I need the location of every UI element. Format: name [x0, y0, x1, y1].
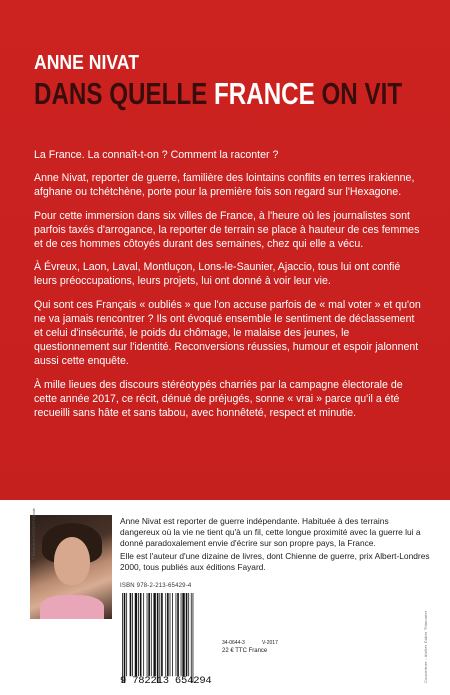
bottom-panel — [0, 500, 450, 695]
barcode-bar — [153, 593, 155, 676]
barcode-bar — [181, 593, 182, 676]
bio-paragraph: Elle est l'auteur d'une dizaine de livres, dont Chienne de guerre, prix Albert-Londres 2000, tous publiés aux éditions Fayard. — [120, 551, 430, 572]
blurb-paragraph: À Évreux, Laon, Laval, Montluçon, Lons-le-Saunier, Ajaccio, tous lui ont confié leurs préoccupations, leurs projets, lui ont donné à voir leur vie. — [34, 261, 401, 288]
barcode-bar — [140, 593, 142, 676]
bio-paragraph: Anne Nivat est reporter de guerre indépendante. Habituée à des terrains dangereux où la vie ne tient qu'à un fil, cette longue proximité avec la guerre lui a donné paradoxalement envie d'écrire sur son propre pays, la France. — [120, 516, 421, 548]
barcode-bar — [147, 593, 148, 676]
photo-shirt — [40, 595, 104, 619]
title-part-1: DANS QUELLE — [34, 76, 215, 111]
title-part-2: FRANCE — [214, 76, 315, 111]
barcode-bar — [126, 593, 127, 676]
barcode-bar — [172, 593, 173, 676]
barcode-bar — [159, 593, 160, 683]
barcode-bar — [157, 593, 159, 683]
blurb-paragraph: Anne Nivat, reporter de guerre, familière des lointains conflits en terres irakienne, afghane ou tchétchène, porte pour la première fois son regard sur l'Hexagone. — [34, 172, 415, 199]
isbn: ISBN 978-2-213-65429-4 — [120, 583, 192, 589]
barcode-bar — [130, 593, 132, 676]
barcode-number: 9 782213 654294 — [120, 675, 212, 687]
barcode — [120, 593, 216, 683]
barcode-bar — [143, 593, 144, 676]
photo-credit: © Bénédicte ROSCOT/Opale — [31, 508, 36, 560]
barcode-bar — [167, 593, 169, 676]
barcode-bar — [135, 593, 137, 676]
barcode-bar — [182, 593, 184, 676]
barcode-bar — [188, 593, 189, 676]
book-title — [34, 76, 402, 112]
barcode-bar — [186, 593, 188, 676]
barcode-bar — [193, 593, 194, 683]
author-bio — [120, 516, 430, 575]
code-b: V-2017 — [262, 640, 278, 646]
blurb-paragraph: La France. La connaît-t-on ? Comment la raconter ? — [34, 149, 279, 161]
barcode-bar — [151, 593, 152, 676]
barcode-bar — [191, 593, 192, 683]
photo-face — [54, 537, 90, 585]
barcode-bar — [176, 593, 177, 676]
author-name: ANNE NIVAT — [34, 52, 139, 74]
barcode-bar — [170, 593, 171, 676]
blurb-paragraph: Pour cette immersion dans six villes de France, à l'heure où les journalistes sont parfois taxés d'arrogance, la reporter de terrain se place à hauteur de ces femmes et de ces hommes côtoyés durant des semaines, chez qui elle a vécu. — [34, 209, 420, 251]
barcode-bar — [122, 593, 123, 683]
code-a: 34-0644-3 — [222, 640, 245, 646]
barcode-bar — [161, 593, 163, 676]
blurb — [34, 148, 424, 429]
barcode-bar — [138, 593, 139, 676]
blurb-paragraph: Qui sont ces Français « oubliés » que l'on accuse parfois de « mal voter » et qu'on ne va jamais rencontrer ? Ils ont évoqué ensemble le sentiment de déclassement et celui d'insécurité, le poids du chômage, le malaise des jeunes, le questionnement sur l'identité. Reconversions réussies, humour et espoir jalonnent aussi cette enquête. — [34, 298, 421, 368]
barcode-bar — [177, 593, 179, 676]
side-credit: Couverture : Atelier Didier Thimonier — [424, 610, 428, 683]
author-photo — [30, 515, 112, 619]
barcode-bar — [132, 593, 133, 676]
barcode-bar — [165, 593, 166, 676]
price: 22 € TTC France — [222, 648, 268, 654]
barcode-bar — [148, 593, 150, 676]
barcode-bar — [124, 593, 126, 683]
title-part-3: ON VIT — [314, 76, 403, 111]
blurb-paragraph: À mille lieues des discours stéréotypés charriés par la campagne électorale de cette année 2017, ce récit, dénué de préjugés, sonne « vrai » parce qu'il a été recueilli sans hâte et sans tabou, avec honnêteté, respect et minutie. — [34, 378, 403, 420]
